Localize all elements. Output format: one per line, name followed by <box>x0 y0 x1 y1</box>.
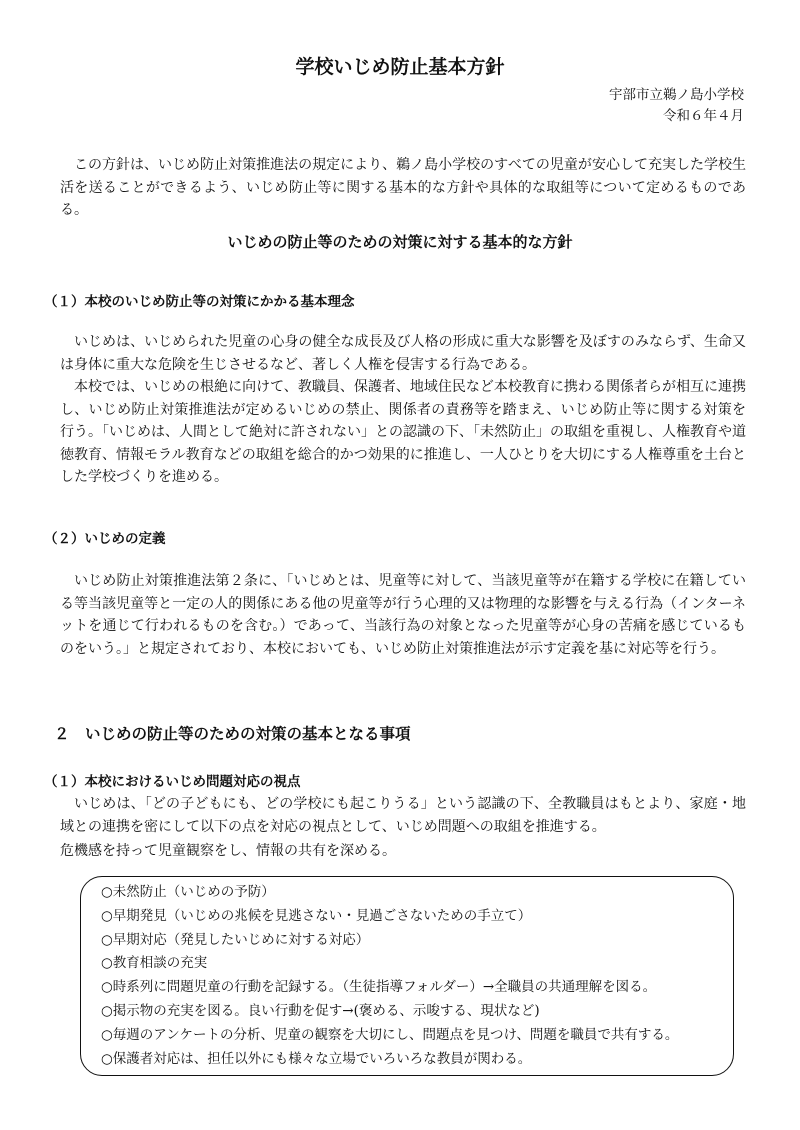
list-item: ○掲示物の充実を図る。良い行動を促す→(褒める、示唆する、現状など) <box>101 1002 540 1019</box>
list-item: ○毎週のアンケートの分析、児童の観察を大切にし、問題点を見つけ、問題を職員で共有する。 <box>101 1026 679 1043</box>
issue-date: 令和６年４月 <box>663 108 744 124</box>
list-item: ○保護者対応は、担任以外にも様々な立場でいろいろな教員が関わる。 <box>101 1050 532 1067</box>
section2-sub1-paragraph: いじめは、「どの子どもにも、どの学校にも起こりうる」という認識の下、全教職員はもとより、家庭・地域との連携を密にして以下の点を対応の視点として、いじめ問題への取組を推進する。 <box>60 796 746 835</box>
section2-sub1-note: 危機感を持って児童観察をし、情報の共有を深める。 <box>60 843 396 859</box>
section1-sub1-heading: （１）本校のいじめ防止等の対策にかかる基本理念 <box>44 294 355 310</box>
section1-sub2-paragraph: いじめ防止対策推進法第２条に、「いじめとは、児童等に対して、当該児童等が在籍する学校に在籍している等当該児童等と一定の人的関係にある他の児童等が行う心理的又は物理的な影響を与える行為（インターネットを通じて行われるものを含む。）であって、当該行為の対象となった児童等が心身の苦痛を感じているものをいう。」と規定されており、本校においても、いじめ防止対策推進法が示す定義を基に対応等を行う。 <box>60 573 746 657</box>
list-item: ○早期対応（発見したいじめに対する対応） <box>101 931 370 948</box>
section1-sub1-paragraph1: いじめは、いじめられた児童の心身の健全な成長及び人格の形成に重大な影響を及ぼすのみならず、生命又は身体に重大な危険を生じさせるなど、著しく人権を侵害する行為である。 <box>60 334 746 373</box>
section1-sub2-heading: （２）いじめの定義 <box>44 531 166 547</box>
section1-sub1-paragraph2: 本校では、いじめの根絶に向けて、教職員、保護者、地域住民など本校教育に携わる関係者らが相互に連携し、いじめ防止対策推進法が定めるいじめの禁止、関係者の責務等を踏まえ、いじめ防止等に関する対策を行う。「いじめは、人間として絶対に許されない」との認識の下、「未然防止」の取組を重視し、人権教育や道徳教育、情報モラル教育などの取組を総合的かつ効果的に推進し、一人ひとりを大切にする人権尊重を土台とした学校づくりを進める。 <box>60 379 746 485</box>
page-title: 学校いじめ防止基本方針 <box>295 56 505 78</box>
viewpoints-box <box>80 876 734 1076</box>
section2-sub1-heading: （１）本校におけるいじめ問題対応の視点 <box>44 774 301 790</box>
list-item: ○時系列に問題児童の行動を記録する。（生徒指導フォルダー）→全職員の共通理解を図る。 <box>101 979 657 996</box>
list-item: ○教育相談の充実 <box>101 955 208 972</box>
list-item: ○早期発見（いじめの兆候を見逃さない・見過ごさないための手立て） <box>101 907 532 924</box>
section1-heading: いじめの防止等のための対策に対する基本的な方針 <box>227 233 573 251</box>
list-item: ○未然防止（いじめの予防） <box>101 884 275 900</box>
school-name: 宇部市立鵜ノ島小学校 <box>609 87 744 103</box>
viewpoints-list <box>101 881 733 1071</box>
section2-heading: ２ いじめの防止等のための対策の基本となる事項 <box>54 725 411 743</box>
intro-paragraph: この方針は、いじめ防止対策推進法の規定により、鵜ノ島小学校のすべての児童が安心して充実した学校生活を送ることができるよう、いじめ防止等に関する基本的な方針や具体的な取組等について定めるものである。 <box>60 157 746 218</box>
